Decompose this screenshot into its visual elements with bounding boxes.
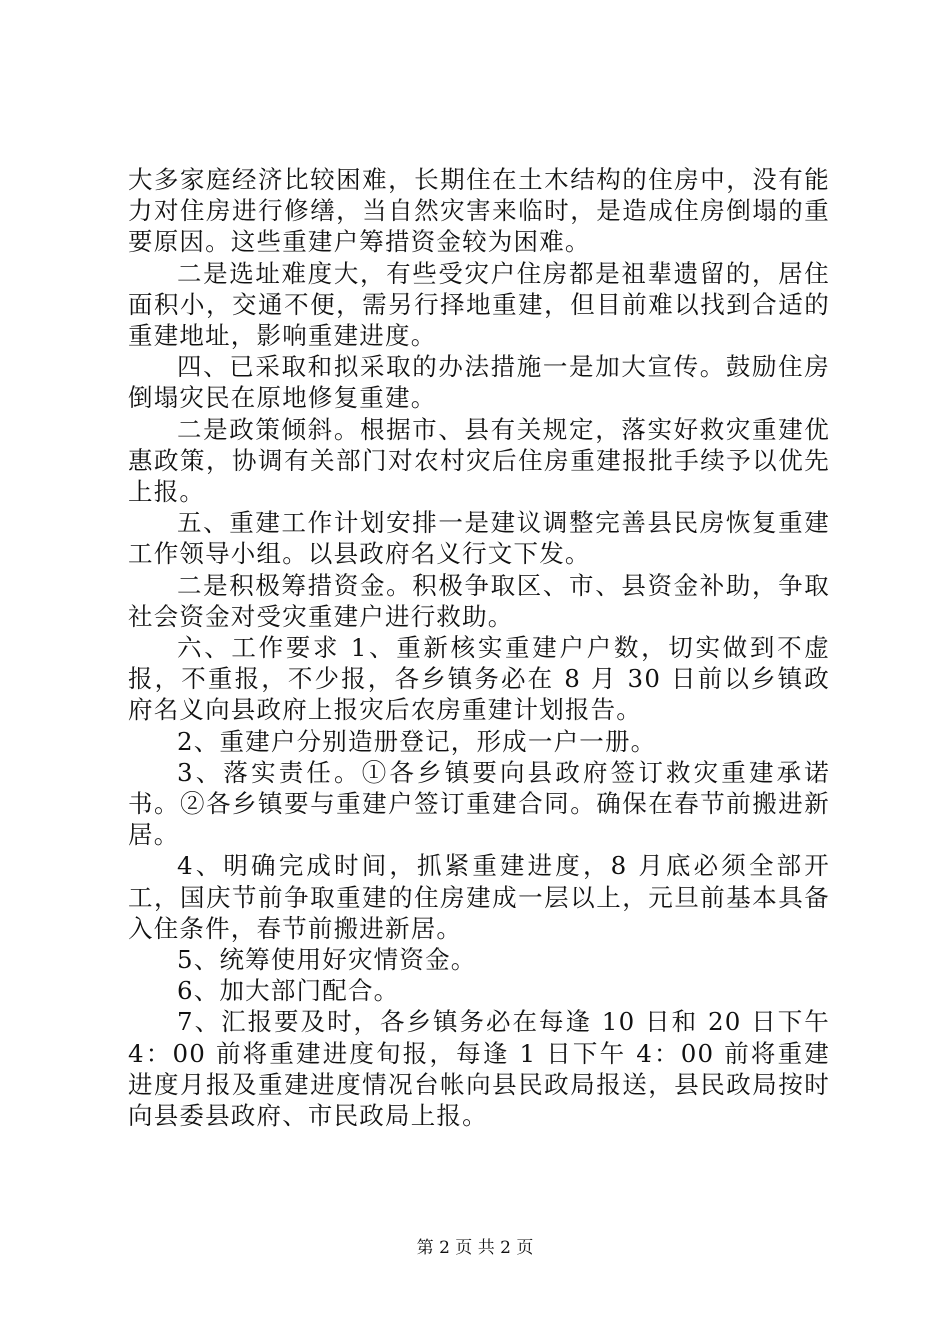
paragraph: 4、明确完成时间，抓紧重建进度，8 月底必须全部开工，国庆节前争取重建的住房建成一层以上，元旦前基本具备入住条件，春节前搬进新居。 <box>128 851 830 943</box>
paragraph: 五、重建工作计划安排一是建议调整完善县民房恢复重建工作领导小组。以县政府名义行文下发。 <box>128 508 830 569</box>
paragraph: 二是积极筹措资金。积极争取区、市、县资金补助，争取社会资金对受灾重建户进行救助。 <box>128 570 830 631</box>
paragraph: 四、已采取和拟采取的办法措施一是加大宣传。鼓励住房倒塌灾民在原地修复重建。 <box>128 352 830 413</box>
paragraph: 二是选址难度大，有些受灾户住房都是祖辈遗留的，居住面积小，交通不便，需另行择地重建，但目前难以找到合适的重建地址，影响重建进度。 <box>128 258 830 351</box>
paragraph: 2、重建户分别造册登记，形成一户一册。 <box>177 726 657 756</box>
paragraph: 二是政策倾斜。根据市、县有关规定，落实好救灾重建优惠政策，协调有关部门对农村灾后住房重建报批手续予以优先上报。 <box>128 414 830 507</box>
paragraph: 7、汇报要及时，各乡镇务必在每逢 10 日和 20 日下午 4：00 前将重建进度旬报，每逢 1 日下午 4：00 前将重建进度月报及重建进度情况台帐向县民政局报送，县民政局按时向县委县政府、市民政局上报。 <box>128 1007 830 1131</box>
paragraph: 6、加大部门配合。 <box>177 976 400 1006</box>
body-text <box>128 164 830 1131</box>
paragraph: 六、工作要求 1、重新核实重建户户数，切实做到不虚报，不重报，不少报，各乡镇务必在 8 月 30 日前以乡镇政府名义向县政府上报灾后农房重建计划报告。 <box>128 633 830 725</box>
page-footer: 第 2 页 共 2 页 <box>416 1238 534 1258</box>
paragraph: 3、落实责任。①各乡镇要向县政府签订救灾重建承诺书。②各乡镇要与重建户签订重建合同。确保在春节前搬进新居。 <box>128 757 830 850</box>
paragraph: 5、统筹使用好灾情资金。 <box>177 945 477 975</box>
paragraph: 大多家庭经济比较困难，长期住在土木结构的住房中，没有能力对住房进行修缮，当自然灾害来临时，是造成住房倒塌的重要原因。这些重建户筹措资金较为困难。 <box>128 165 830 257</box>
